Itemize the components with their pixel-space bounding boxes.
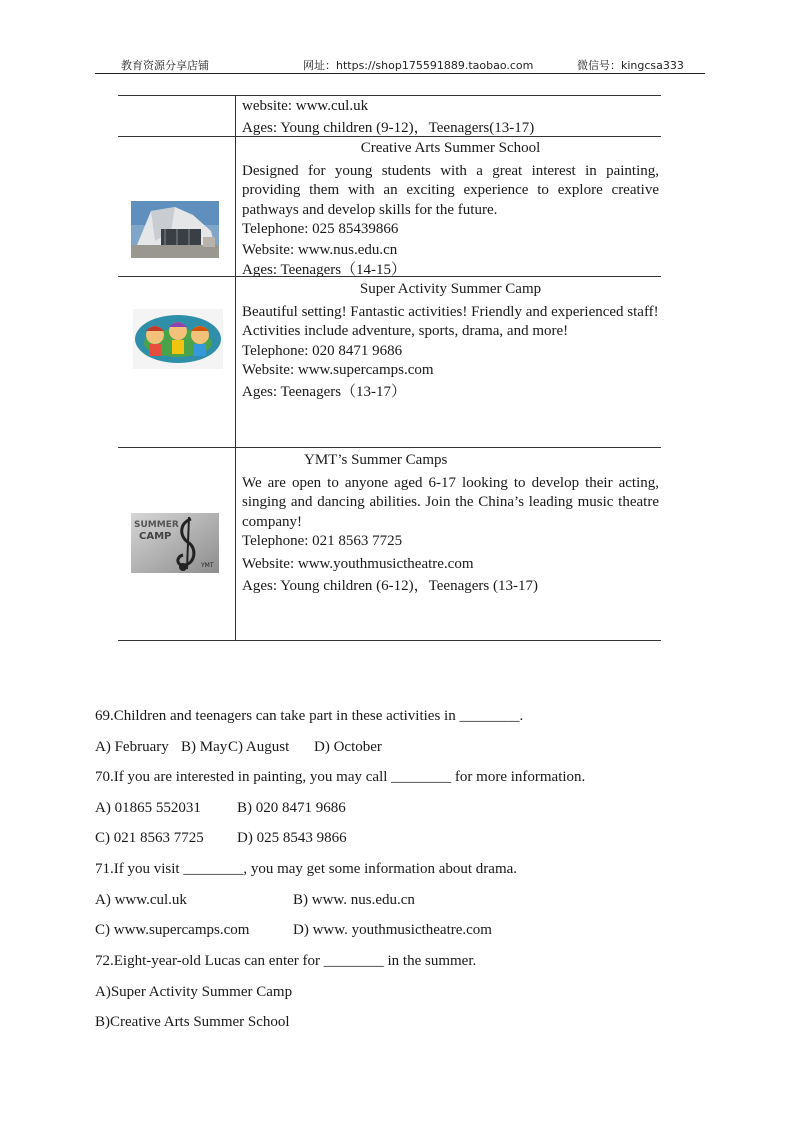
option: C) www.supercamps.com [95, 922, 250, 938]
museum-building-image [131, 201, 219, 258]
option: A) www.cul.uk [95, 892, 187, 908]
header-divider [95, 73, 705, 74]
camp-title: YMT’s Summer Camps [304, 452, 448, 468]
camp-website: website: www.cul.uk [242, 98, 369, 114]
camp-website: Website: www.nus.edu.cn [242, 241, 398, 258]
summer-camp-logo-image [131, 513, 219, 573]
cartoon-campers-image [133, 309, 223, 369]
question-72-option-a: A)Super Activity Summer Camp [95, 984, 293, 1000]
camp-description: Beautiful setting! Fantastic activities! Friendly and experienced staff! [242, 303, 659, 320]
image-cell [118, 96, 236, 136]
option: A) February [95, 739, 169, 755]
logo-text: SUMMER [134, 520, 179, 530]
camp-row-creative-arts [118, 136, 661, 277]
camp-title: Super Activity Summer Camp [359, 281, 542, 297]
camp-telephone: Telephone: 021 8563 7725 [242, 533, 403, 549]
question-70-options-row2 [95, 830, 347, 847]
question-69-options [95, 739, 382, 756]
image-cell [118, 448, 236, 640]
question-71-options-row2 [95, 922, 492, 939]
question-72-stem: 72.Eight-year-old Lucas can enter for ________ in the summer. [95, 953, 477, 969]
camp-website: Website: www.supercamps.com [242, 362, 434, 378]
option: B) www. nus.edu.cn [293, 892, 415, 908]
camp-description: We are open to anyone aged 6-17 looking to develop their acting, singing and dancing abilities. Join the China’s leading music theatre company! [242, 474, 659, 530]
camp-website: Website: www.youthmusictheatre.com [242, 555, 474, 572]
camp-ages: Ages: Young children (9-12)，Teenagers(13-17) [242, 119, 535, 136]
question-70-stem: 70.If you are interested in painting, you may call ________ for more information. [95, 769, 586, 785]
option: D) October [314, 739, 382, 755]
option: B) May [181, 739, 228, 755]
camp-description: Designed for young students with a great interest in painting, providing them with an exciting experience to explore creative pathways and develop skills for the future. [242, 162, 659, 218]
header-shop-name: 教育资源分享店铺 [121, 59, 209, 72]
option: C) 021 8563 7725 [95, 830, 204, 846]
question-69-stem: 69.Children and teenagers can take part in these activities in ________. [95, 708, 524, 724]
camp-ages: Ages: Teenagers（13-17） [242, 383, 407, 400]
camp-row-ymt [118, 448, 661, 641]
header-website: 网址：https://shop175591889.taobao.com [303, 59, 534, 72]
question-71-stem: 71.If you visit ________, you may get some information about drama. [95, 861, 518, 877]
option: B) 020 8471 9686 [237, 800, 346, 816]
image-cell [118, 277, 236, 447]
svg-text:YMT: YMT [201, 562, 214, 569]
camp-ages: Ages: Young children (6-12)，Teenagers (13-17) [242, 578, 538, 594]
question-70-options-row1 [95, 800, 346, 817]
camp-telephone: Telephone: 020 8471 9686 [242, 342, 403, 359]
camp-row-cul [118, 95, 661, 137]
option: D) www. youthmusictheatre.com [293, 922, 492, 938]
camp-telephone: Telephone: 025 85439866 [242, 221, 399, 237]
question-71-options-row1 [95, 892, 415, 909]
camp-ages: Ages: Teenagers（14-15） [242, 262, 407, 278]
option: A) 01865 552031 [95, 800, 201, 816]
camp-row-super-activity [118, 277, 661, 448]
question-72-option-b: B)Creative Arts Summer School [95, 1014, 290, 1030]
camp-activities: Activities include adventure, sports, drama, and more! [242, 323, 569, 339]
option: C) August [228, 739, 290, 755]
header-wechat: 微信号：kingcsa333 [577, 59, 684, 72]
svg-text:CAMP: CAMP [139, 531, 172, 542]
option: D) 025 8543 9866 [237, 830, 347, 846]
camp-title: Creative Arts Summer School [360, 140, 541, 156]
image-cell [118, 136, 236, 276]
